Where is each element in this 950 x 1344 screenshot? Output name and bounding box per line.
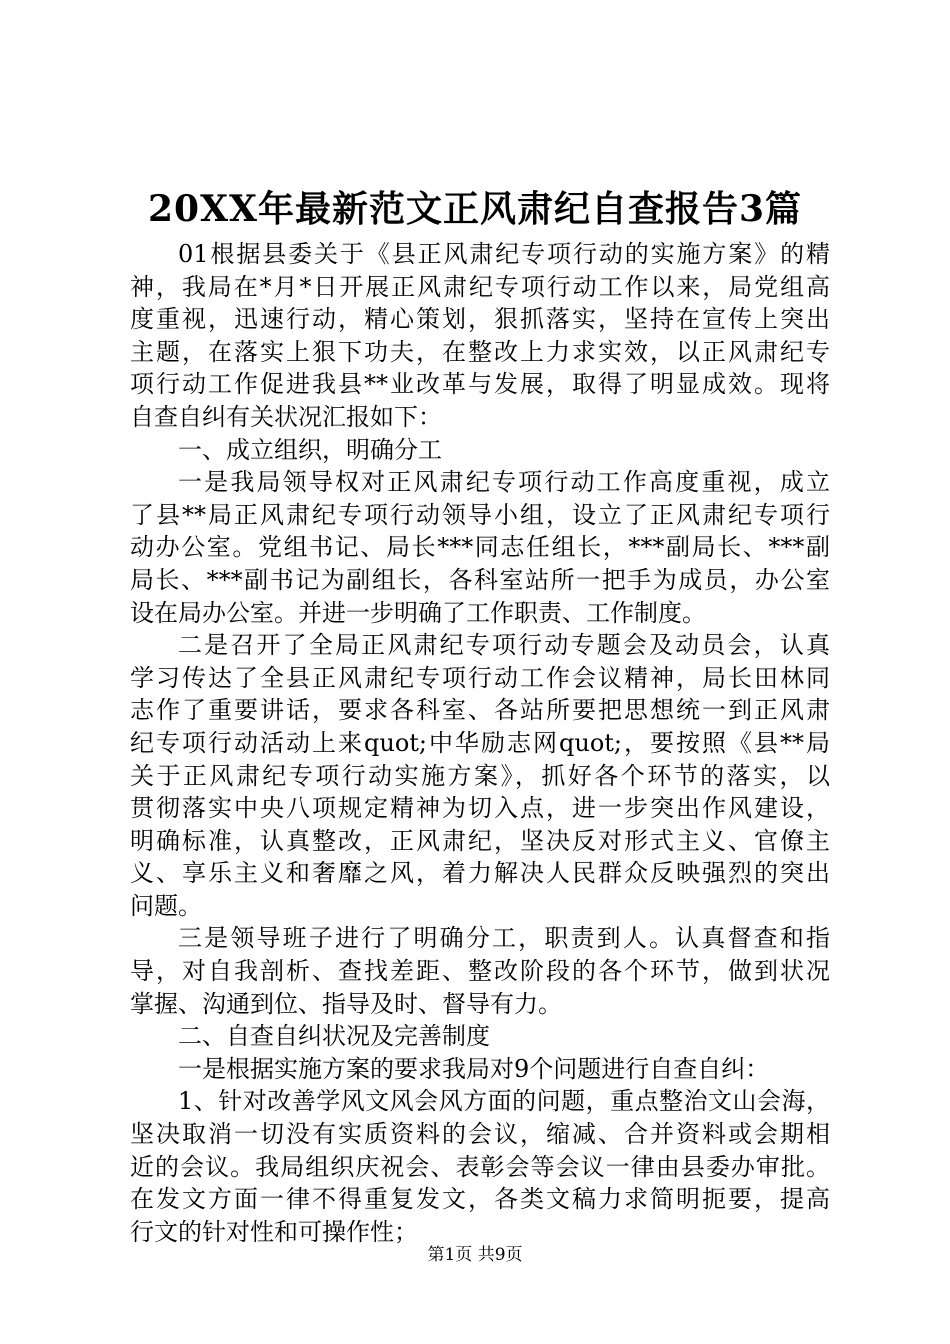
body-line: 度重视，迅速行动，精心策划，狠抓落实，坚持在宣传上突出	[130, 305, 830, 334]
body-line: 学习传达了全县正风肃纪专项行动工作会议精神，局长田林同	[130, 663, 830, 692]
body-line: 二、自查自纠状况及完善制度	[178, 1022, 490, 1051]
body-line: 一、成立组织，明确分工	[178, 435, 442, 464]
body-line: 义、享乐主义和奢靡之风，着力解决人民群众反映强烈的突出	[130, 859, 830, 888]
body-line: 坚决取消一切没有实质资料的会议，缩减、合并资料或会期相	[130, 1120, 830, 1149]
body-line: 动办公室。党组书记、局长***同志任组长，***副局长、***副	[130, 533, 830, 562]
body-line: 一是我局领导权对正风肃纪专项行动工作高度重视，成立	[178, 468, 830, 497]
body-line: 设在局办公室。并进一步明确了工作职责、工作制度。	[130, 598, 706, 627]
document-body	[130, 238, 830, 1248]
body-line: 三是领导班子进行了明确分工，职责到人。认真督查和指	[178, 924, 830, 953]
body-line: 局长、***副书记为副组长，各科室站所一把手为成员，办公室	[130, 565, 830, 594]
body-line: 二是召开了全局正风肃纪专项行动专题会及动员会，认真	[178, 631, 830, 660]
body-line: 关于正风肃纪专项行动实施方案》，抓好各个环节的落实，以	[130, 761, 830, 790]
body-line: 导，对自我剖析、查找差距、整改阶段的各个环节，做到状况	[130, 957, 830, 986]
document-title: 20XX年最新范文正风肃纪自查报告3篇	[147, 188, 802, 230]
body-line: 近的会议。我局组织庆祝会、表彰会等会议一律由县委办审批。	[130, 1152, 830, 1181]
body-line: 志作了重要讲话，要求各科室、各站所要把思想统一到正风肃	[130, 696, 830, 725]
body-line: 项行动工作促进我县**业改革与发展，取得了明显成效。现将	[130, 370, 830, 399]
body-line: 一是根据实施方案的要求我局对9个问题进行自查自纠：	[178, 1054, 770, 1083]
body-line: 自查自纠有关状况汇报如下：	[130, 402, 442, 431]
body-line: 明确标准，认真整改，正风肃纪，坚决反对形式主义、官僚主	[130, 826, 830, 855]
body-line: 了县**局正风肃纪专项行动领导小组，设立了正风肃纪专项行	[130, 500, 830, 529]
body-line: 神，我局在*月*日开展正风肃纪专项行动工作以来，局党组高	[130, 272, 830, 301]
body-line: 掌握、沟通到位、指导及时、督导有力。	[130, 989, 562, 1018]
body-line: 01根据县委关于《县正风肃纪专项行动的实施方案》的精	[178, 240, 830, 268]
body-line: 主题，在落实上狠下功夫，在整改上力求实效，以正风肃纪专	[130, 337, 830, 366]
body-line: 在发文方面一律不得重复发文，各类文稿力求简明扼要，提高	[130, 1185, 830, 1214]
body-line: 问题。	[130, 891, 202, 920]
body-line: 纪专项行动活动上来quot;中华励志网quot;，要按照《县**局	[130, 728, 830, 757]
page-number-footer: 第1页 共9页	[427, 1245, 523, 1265]
body-line: 1、针对改善学风文风会风方面的问题，重点整治文山会海，	[178, 1087, 830, 1116]
body-line: 贯彻落实中央八项规定精神为切入点，进一步突出作风建设，	[130, 794, 830, 823]
body-line: 行文的针对性和可操作性；	[130, 1217, 418, 1246]
